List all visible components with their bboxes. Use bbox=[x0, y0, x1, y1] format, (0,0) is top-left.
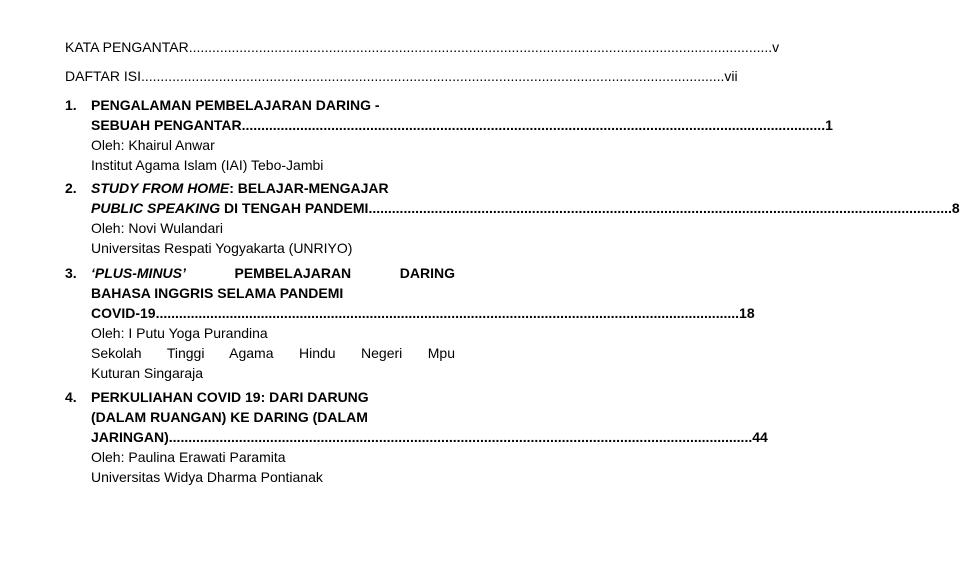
entry-affiliation: Universitas Widya Dharma Pontianak bbox=[91, 469, 323, 485]
entry-author: Oleh: Paulina Erawati Paramita bbox=[91, 449, 286, 465]
entry-number: 4. bbox=[65, 389, 77, 405]
entry-affiliation: Universitas Respati Yogyakarta (UNRIYO) bbox=[91, 240, 353, 256]
leader-dots: ...................................................................................................................................................... bbox=[168, 429, 753, 445]
toc-row-kata-pengantar[interactable] bbox=[65, 38, 780, 56]
leader-dots: ...................................................................................................................................................... bbox=[188, 39, 773, 55]
entry-affiliation-cont: Kuturan Singaraja bbox=[91, 365, 204, 381]
entry-body bbox=[91, 178, 960, 258]
entry-title-line-2: (DALAM RUANGAN) KE DARING (DALAM bbox=[91, 409, 368, 425]
entry-number: 1. bbox=[65, 97, 77, 113]
entry-body bbox=[91, 387, 768, 487]
leader-dots: ...................................................................................................................................................... bbox=[155, 305, 740, 321]
entry-title-line-1: PERKULIAHAN COVID 19: DARI DARUNG bbox=[91, 389, 369, 405]
entry-number: 2. bbox=[65, 180, 77, 196]
entry-title-italic: PUBLIC SPEAKING bbox=[91, 200, 221, 216]
entry-affiliation: Institut Agama Islam (IAI) Tebo-Jambi bbox=[91, 157, 324, 173]
entry-author: Oleh: I Putu Yoga Purandina bbox=[91, 325, 268, 341]
entry-page-number: 44 bbox=[752, 429, 768, 445]
toc-row-daftar-isi[interactable] bbox=[65, 67, 738, 85]
entry-title-line-2 bbox=[91, 115, 833, 135]
entry-title-line-2 bbox=[91, 198, 960, 218]
entry-title-line-2: BAHASA INGGRIS SELAMA PANDEMI bbox=[91, 285, 344, 301]
entry-title-line-1 bbox=[91, 263, 455, 283]
leader-dots: ...................................................................................................................................................... bbox=[241, 117, 826, 133]
toc-label: KATA PENGANTAR bbox=[65, 39, 189, 55]
leader-dots: ...................................................................................................................................................... bbox=[140, 68, 725, 84]
entry-title-text: SEBUAH PENGANTAR bbox=[91, 117, 242, 133]
entry-page-number: 1 bbox=[825, 117, 833, 133]
toc-label: DAFTAR ISI bbox=[65, 68, 141, 84]
entry-body bbox=[91, 95, 833, 175]
entry-title-word: PEMBELAJARAN bbox=[234, 265, 352, 281]
toc-page-number: vii bbox=[724, 68, 738, 84]
entry-author: Oleh: Khairul Anwar bbox=[91, 137, 215, 153]
entry-title-italic: ‘PLUS-MINUS’ bbox=[91, 265, 186, 281]
entry-title-text: : BELAJAR-MENGAJAR bbox=[229, 180, 389, 196]
toc-page-number: v bbox=[772, 39, 780, 55]
entry-page-number: 18 bbox=[739, 305, 755, 321]
entry-affiliation: Sekolah Tinggi Agama Hindu Negeri Mpu bbox=[91, 345, 455, 361]
entry-author: Oleh: Novi Wulandari bbox=[91, 220, 224, 236]
entry-title-text: DI TENGAH PANDEMI bbox=[220, 200, 369, 216]
entry-page-number: 8 bbox=[951, 200, 960, 216]
entry-title-italic: STUDY FROM HOME bbox=[91, 180, 230, 196]
entry-title-word: DARING bbox=[399, 265, 455, 281]
entry-title-text: JARINGAN) bbox=[91, 429, 169, 445]
entry-body bbox=[91, 263, 755, 383]
entry-title-line-1 bbox=[91, 178, 455, 198]
entry-title-line-3 bbox=[91, 427, 768, 447]
entry-title-text: COVID-19 bbox=[91, 305, 156, 321]
entry-title-line-1: PENGALAMAN PEMBELAJARAN DARING - bbox=[91, 97, 380, 113]
entry-number: 3. bbox=[65, 265, 77, 281]
entry-title-line-3 bbox=[91, 303, 755, 323]
leader-dots: ...................................................................................................................................................... bbox=[368, 200, 952, 216]
